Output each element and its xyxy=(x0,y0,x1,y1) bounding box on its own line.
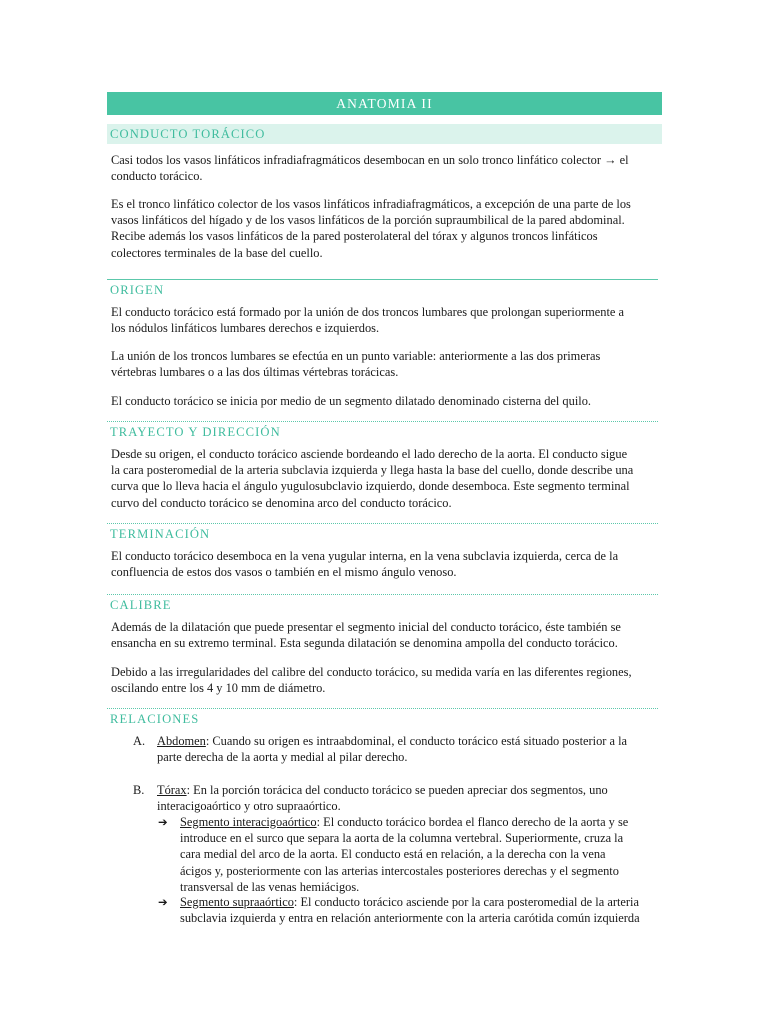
paragraph-line: interacigoaórtico y otro supraaórtico. xyxy=(157,799,341,814)
paragraph-line: subclavia izquierda y entra en relación anteriormente con la arteria carótida común izquierda xyxy=(180,911,640,926)
paragraph-line: curva que lo lleva hacia el ángulo yugulosubclavio izquierdo, donde desemboca. Este segmento terminal xyxy=(111,479,630,494)
paragraph-line: Recibe además los vasos linfáticos de la pared posterolateral del tórax y algunos troncos linfáticos xyxy=(111,229,598,244)
paragraph-line: la cara posteromedial de la arteria subclavia izquierda y llega hasta la base del cuello, donde describe una xyxy=(111,463,634,478)
paragraph-line: Desde su origen, el conducto torácico asciende bordeando el lado derecho de la aorta. El conducto sigue xyxy=(111,447,628,461)
paragraph xyxy=(111,393,591,409)
section-heading-terminacion: TERMINACIÓN xyxy=(110,527,211,541)
paragraph-line: transversal de las venas hemiácigos. xyxy=(180,879,360,894)
section-divider xyxy=(107,421,658,422)
paragraph xyxy=(111,304,624,336)
paragraph-line: Debido a las irregularidades del calibre del conducto torácico, su medida varía en las diferentes regiones, xyxy=(111,665,632,679)
paragraph-line: Casi todos los vasos linfáticos infradiafragmáticos desembocan en un solo tronco linfático colector → el xyxy=(111,153,629,167)
paragraph-line: conducto torácico. xyxy=(111,169,203,184)
document-title-band xyxy=(107,92,662,115)
paragraph-line: Además de la dilatación que puede presentar el segmento inicial del conducto torácico, éste también se xyxy=(111,620,621,634)
list-marker: B. xyxy=(133,783,145,797)
arrow-bullet-icon: ➔ xyxy=(158,895,168,909)
underlined-term: Segmento supraaórtico xyxy=(180,895,294,909)
arrow-bullet-icon: ➔ xyxy=(158,815,168,829)
line-text: : En la porción torácica del conducto torácico se pueden apreciar dos segmentos, uno xyxy=(186,783,608,797)
underlined-term: Segmento interacigoaórtico xyxy=(180,815,317,829)
section-divider xyxy=(107,594,658,595)
paragraph xyxy=(111,196,631,261)
paragraph xyxy=(111,348,600,380)
section-heading-band xyxy=(107,124,662,144)
section-heading-conducto-toracico: CONDUCTO TORÁCICO xyxy=(110,127,266,141)
paragraph-line: El conducto torácico desemboca en la vena yugular interna, en la vena subclavia izquierda, cerca de la xyxy=(111,549,619,563)
paragraph xyxy=(111,446,633,511)
paragraph-line: cara medial del arco de la aorta. El conducto está en relación, a la derecha con la vena xyxy=(180,847,606,862)
paragraph xyxy=(111,152,629,184)
paragraph xyxy=(111,619,621,651)
paragraph-line: ácigos y, posteriormente con las arterias intercostales posteriores derechas y el segmento xyxy=(180,863,619,878)
underlined-term: Tórax xyxy=(157,783,187,797)
paragraph-line: vértebras lumbares o a las dos últimas vértebras torácicas. xyxy=(111,365,399,380)
section-divider xyxy=(107,523,658,524)
list-item-body xyxy=(157,733,627,765)
section-heading-relaciones: RELACIONES xyxy=(110,712,200,726)
line-text: : Cuando su origen es intraabdominal, el conducto torácico está situado posterior a la xyxy=(205,734,628,748)
paragraph-line: La unión de los troncos lumbares se efectúa en un punto variable: anteriormente a las dos primeras xyxy=(111,349,601,363)
paragraph-line: los nódulos linfáticos lumbares derechos e izquierdos. xyxy=(111,321,380,336)
section-heading-origen: ORIGEN xyxy=(110,283,165,297)
list-item-body xyxy=(157,782,608,814)
underlined-term: Abdomen xyxy=(157,734,206,748)
paragraph-line xyxy=(180,894,640,910)
paragraph-line xyxy=(157,782,608,798)
section-divider xyxy=(107,279,658,280)
paragraph xyxy=(111,664,632,696)
line-text: : El conducto torácico asciende por la cara posteromedial de la arteria xyxy=(293,895,639,909)
paragraph-line: Es el tronco linfático colector de los vasos linfáticos infradiafragmáticos, a excepción de una parte de los xyxy=(111,197,631,211)
list-marker: A. xyxy=(133,734,146,748)
paragraph-line: El conducto torácico está formado por la unión de dos troncos lumbares que prolongan superiormente a xyxy=(111,305,625,319)
section-divider xyxy=(107,708,658,709)
section-heading-calibre: CALIBRE xyxy=(110,598,172,612)
paragraph-line: curvo del conducto torácico se denomina arco del conducto torácico. xyxy=(111,495,452,510)
paragraph-line: vasos linfáticos del hígado y de los vasos linfáticos de la porción supraumbilical de la pared abdominal. xyxy=(111,213,625,228)
paragraph-line: colectores terminales de la base del cuello. xyxy=(111,245,323,260)
paragraph-line: confluencia de estos dos vasos o también en el mismo ángulo venoso. xyxy=(111,565,457,580)
paragraph-line: introduce en el surco que separa la aorta de la columna vertebral. Superiormente, cruza la xyxy=(180,831,624,846)
paragraph-line: parte derecha de la aorta y medial al pilar derecho. xyxy=(157,750,408,765)
paragraph-line: ensancha en su extremo terminal. Esta segunda dilatación se denomina ampolla del conducto torácico. xyxy=(111,636,618,651)
line-text: : El conducto torácico bordea el flanco derecho de la aorta y se xyxy=(316,815,629,829)
paragraph-line: oscilando entre los 4 y 10 mm de diámetro. xyxy=(111,681,326,696)
paragraph xyxy=(111,548,618,580)
document-title: ANATOMIA II xyxy=(336,96,433,111)
paragraph-line xyxy=(157,733,627,749)
sub-item-body xyxy=(180,814,628,895)
sub-item-body xyxy=(180,894,640,926)
paragraph-line xyxy=(180,814,628,830)
paragraph-line: El conducto torácico se inicia por medio de un segmento dilatado denominado cisterna del quilo. xyxy=(111,394,591,408)
section-heading-trayecto: TRAYECTO Y DIRECCIÓN xyxy=(110,425,281,439)
